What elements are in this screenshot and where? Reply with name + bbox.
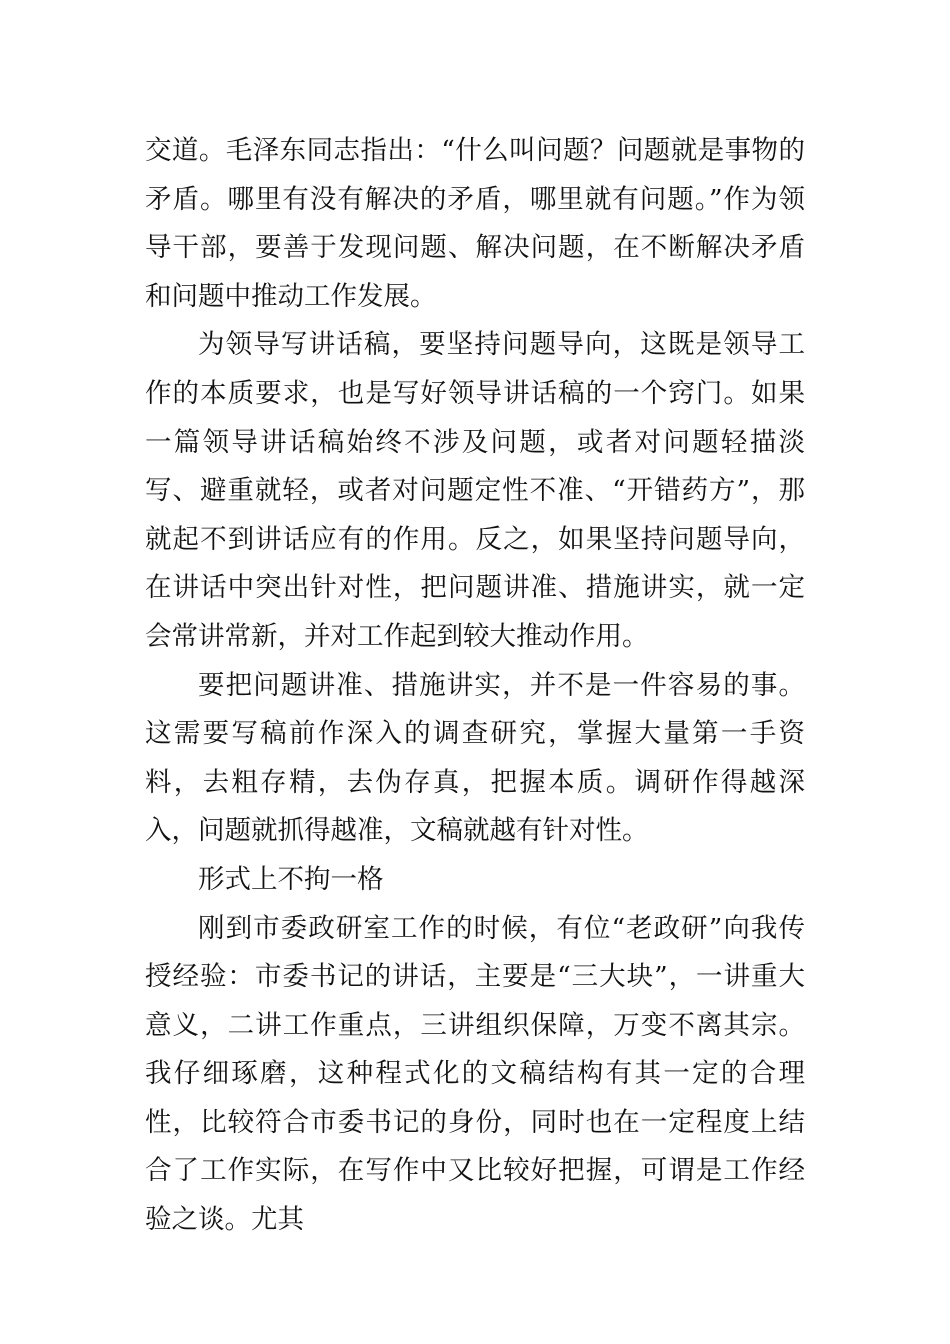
paragraph-research: 要把问题讲准、措施讲实，并不是一件容易的事。这需要写稿前作深入的调查研究，掌握大量第一手资料，去粗存精，去伪存真，把握本质。调研作得越深入，问题就抓得越准，文稿就越有针对性。 [145,669,805,847]
paragraph-continuation: 交道。毛泽东同志指出：“什么叫问题？问题就是事物的矛盾。哪里有没有解决的矛盾，哪里就有问题。”作为领导干部，要善于发现问题、解决问题，在不断解决矛盾和问题中推动工作发展。 [145,135,805,312]
document-body [145,127,805,1245]
paragraph-form-flexible: 刚到市委政研室工作的时候，有位“老政研”向我传授经验：市委书记的讲话，主要是“三大块”，一讲重大意义，二讲工作重点，三讲组织保障，万变不离其宗。我仔细琢磨，这种程式化的文稿结构有其一定的合理性，比较符合市委书记的身份，同时也在一定程度上结合了工作实际，在写作中又比较好把握，可谓是工作经验之谈。尤其 [145,912,805,1236]
paragraph-problem-orientation: 为领导写讲话稿，要坚持问题导向，这既是领导工作的本质要求，也是写好领导讲话稿的一个窍门。如果一篇领导讲话稿始终不涉及问题，或者对问题轻描淡写、避重就轻，或者对问题定性不准、“开错药方”，那就起不到讲话应有的作用。反之，如果坚持问题导向，在讲话中突出针对性，把问题讲准、措施讲实，就一定会常讲常新，并对工作起到较大推动作用。 [145,329,805,652]
section-heading: 形式上不拘一格 [198,863,384,895]
